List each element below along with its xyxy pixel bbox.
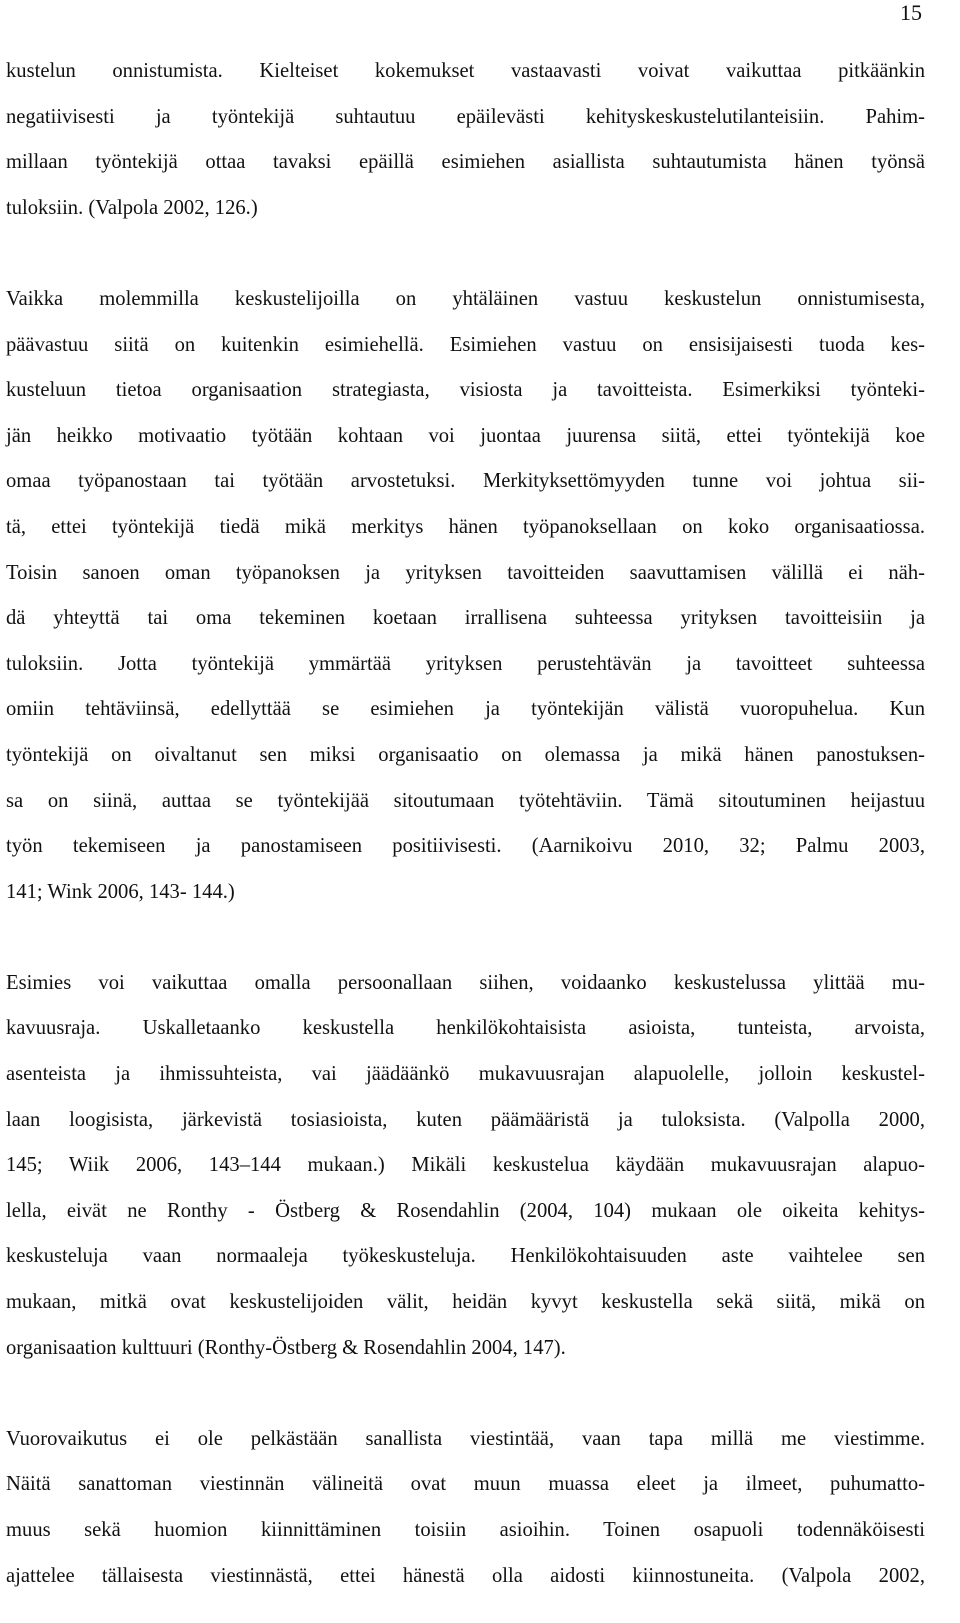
page-number: 15 xyxy=(900,0,922,25)
paragraph xyxy=(6,1417,925,1599)
text-line: tuloksiin. (Valpola 2002, 126.) xyxy=(6,196,258,219)
text-line: mukaan, mitkä ovat keskustelijoiden välit, heidän kyvyt keskustella sekä siitä, mikä on xyxy=(6,1291,925,1314)
text-line: lella, eivät ne Ronthy - Östberg & Rosendahlin (2004, 104) mukaan ole oikeita kehitys- xyxy=(6,1199,925,1222)
text-line: negatiivisesti ja työntekijä suhtautuu epäilevästi kehityskeskustelutilanteisiin. Pahim- xyxy=(6,105,925,128)
text-line: työn tekemiseen ja panostamiseen positiivisesti. (Aarnikoivu 2010, 32; Palmu 2003, xyxy=(6,835,925,858)
paragraph-spacer xyxy=(6,231,925,277)
paragraph xyxy=(6,49,925,231)
paragraph xyxy=(6,961,925,1371)
text-line: Näitä sanattoman viestinnän välineitä ovat muun muassa eleet ja ilmeet, puhumatto- xyxy=(6,1473,925,1496)
text-line: organisaation kulttuuri (Ronthy-Östberg & Rosendahlin 2004, 147). xyxy=(6,1336,566,1359)
text-line: Vuorovaikutus ei ole pelkästään sanallista viestintää, vaan tapa millä me viestimme. xyxy=(6,1427,925,1450)
text-line: Esimies voi vaikuttaa omalla persoonallaan siihen, voidaanko keskustelussa ylittää mu- xyxy=(6,971,925,994)
paragraph-spacer xyxy=(6,1371,925,1417)
text-line: omiin tehtäviinsä, edellyttää se esimiehen ja työntekijän välistä vuoropuhelua. Kun xyxy=(6,698,925,721)
text-line: tuloksiin. Jotta työntekijä ymmärtää yrityksen perustehtävän ja tavoitteet suhteessa xyxy=(6,652,925,675)
text-line: jän heikko motivaatio työtään kohtaan voi juontaa juurensa siitä, ettei työntekijä koe xyxy=(6,424,925,447)
text-line: Toisin sanoen oman työpanoksen ja yrityksen tavoitteiden saavuttamisen välillä ei näh- xyxy=(6,561,925,584)
text-line: päävastuu siitä on kuitenkin esimiehellä. Esimiehen vastuu on ensisijaisesti tuoda kes- xyxy=(6,333,925,356)
text-line: 145; Wiik 2006, 143–144 mukaan.) Mikäli keskustelua käydään mukavuusrajan alapuo- xyxy=(6,1154,925,1177)
paragraph-spacer xyxy=(6,915,925,961)
text-line: omaa työpanostaan tai työtään arvostetuksi. Merkityksettömyyden tunne voi johtua sii- xyxy=(6,470,925,493)
text-line: ajattelee tällaisesta viestinnästä, ettei hänestä olla aidosti kiinnostuneita. (Valpola 2002, xyxy=(6,1564,925,1587)
text-line: kusteluun tietoa organisaation strategiasta, visiosta ja tavoitteista. Esimerkiksi työnteki- xyxy=(6,379,925,402)
text-line: laan loogisista, järkevistä tosiasioista, kuten päämääristä ja tuloksista. (Valpolla 2000, xyxy=(6,1108,925,1131)
text-line: 141; Wink 2006, 143- 144.) xyxy=(6,880,235,903)
text-line: kustelun onnistumista. Kielteiset kokemukset vastaavasti voivat vaikuttaa pitkäänkin xyxy=(6,60,925,82)
text-line: millaan työntekijä ottaa tavaksi epäillä esimiehen asiallista suhtautumista hänen työnsä xyxy=(6,151,925,174)
text-line: muus sekä huomion kiinnittäminen toisiin asioihin. Toinen osapuoli todennäköisesti xyxy=(6,1519,925,1541)
text-line: työntekijä on oivaltanut sen miksi organisaatio on olemassa ja mikä hänen panostuksen- xyxy=(6,743,925,766)
text-line: sa on siinä, auttaa se työntekijää sitoutumaan työtehtäviin. Tämä sitoutuminen heijastuu xyxy=(6,789,925,812)
text-line: tä, ettei työntekijä tiedä mikä merkitys hänen työpanoksellaan on koko organisaatiossa. xyxy=(6,515,925,538)
paragraph xyxy=(6,277,925,915)
text-line: keskusteluja vaan normaaleja työkeskusteluja. Henkilökohtaisuuden aste vaihtelee sen xyxy=(6,1245,925,1268)
text-line: kavuusraja. Uskalletaanko keskustella henkilökohtaisista asioista, tunteista, arvoista, xyxy=(6,1017,925,1040)
text-line: asenteista ja ihmissuhteista, vai jäädäänkö mukavuusrajan alapuolelle, jolloin keskustel- xyxy=(6,1063,925,1086)
text-line: dä yhteyttä tai oma tekeminen koetaan irrallisena suhteessa yrityksen tavoitteisiin ja xyxy=(6,607,925,630)
body-text xyxy=(6,49,925,1599)
text-line: Vaikka molemmilla keskustelijoilla on yhtäläinen vastuu keskustelun onnistumisesta, xyxy=(6,287,925,310)
